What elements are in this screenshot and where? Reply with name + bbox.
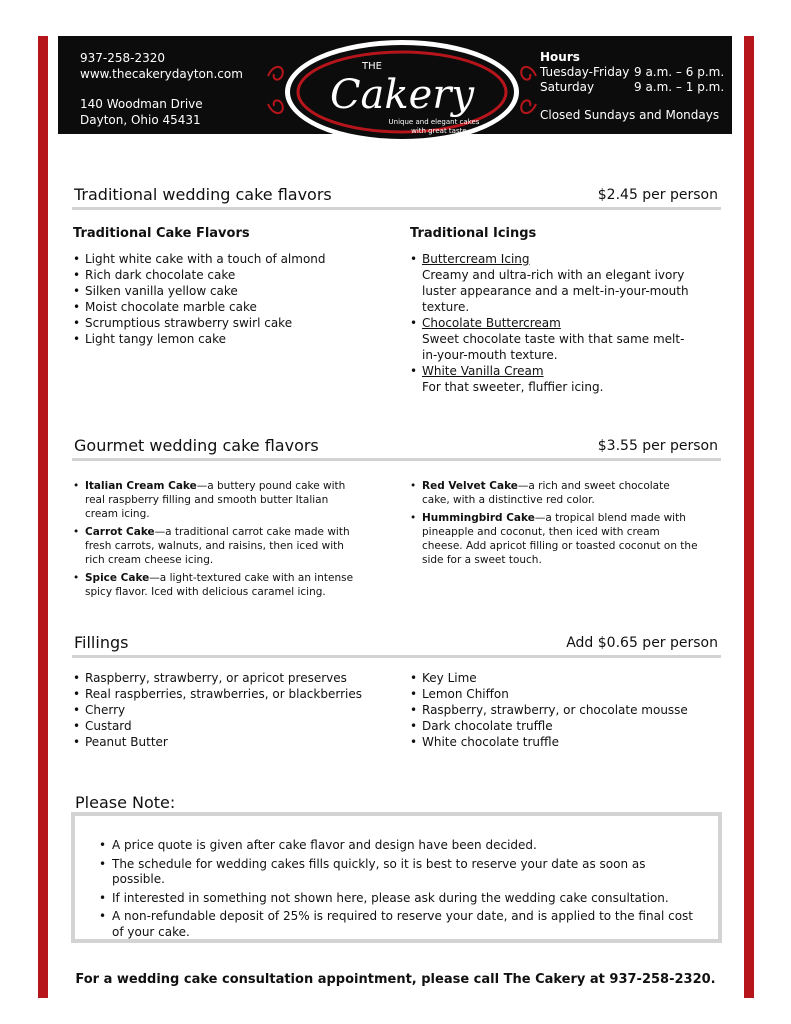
fillings-list	[73, 670, 393, 750]
icings-heading: Traditional Icings	[410, 226, 537, 241]
icing-desc: Sweet chocolate taste with that same melt-in-your-mouth texture.	[422, 332, 685, 362]
list-item: • Raspberry, strawberry, or chocolate mousse	[410, 702, 710, 718]
list-item: • Key Lime	[410, 670, 710, 686]
cake-desc: —a light-textured cake with an intense spicy flavor. Iced with delicious caramel icing.	[85, 572, 354, 598]
gourmet-list	[73, 479, 358, 599]
cake-flavors-heading: Traditional Cake Flavors	[73, 226, 250, 241]
hours-row	[540, 65, 724, 80]
list-item: • Peanut Butter	[73, 734, 393, 750]
list-item	[410, 363, 695, 395]
list-item: • Moist chocolate marble cake	[73, 299, 393, 315]
section-price: $3.55 per person	[597, 438, 718, 454]
contact-block	[80, 50, 243, 128]
address-line-1: 140 Woodman Drive	[80, 97, 203, 111]
cake-name: Spice Cake	[85, 572, 150, 584]
logo-tagline-2: with great taste.	[411, 127, 469, 135]
hours-days: Tuesday-Friday	[540, 65, 630, 79]
left-red-rail	[38, 36, 48, 998]
list-item: • Light white cake with a touch of almond	[73, 251, 393, 267]
logo-tagline-1: Unique and elegant cakes	[388, 118, 480, 126]
note-box	[71, 812, 722, 943]
cake-desc: —a tropical blend made with pineapple and coconut, then iced with cream cheese. Add apricot filling or toasted coconut on the side for a sweet touch.	[422, 512, 698, 566]
cake-name: Carrot Cake	[85, 526, 155, 538]
icing-name: Chocolate Buttercream	[422, 316, 561, 330]
website-link[interactable]: www.thecakerydayton.com	[80, 67, 243, 81]
list-item: • Dark chocolate truffle	[410, 718, 710, 734]
list-item: • White chocolate truffle	[410, 734, 710, 750]
phone-number: 937-258-2320	[80, 51, 166, 65]
list-item	[410, 251, 695, 315]
right-red-rail	[744, 36, 754, 998]
hours-time: 9 a.m. – 6 p.m.	[634, 65, 725, 79]
list-item	[73, 479, 358, 521]
fillings-left-column	[73, 670, 393, 750]
cake-name: Red Velvet Cake	[422, 480, 518, 492]
cake-flavor-list	[73, 251, 393, 347]
hours-days: Saturday	[540, 80, 595, 94]
list-item: • Scrumptious strawberry swirl cake	[73, 315, 393, 331]
list-item: • Raspberry, strawberry, or apricot preserves	[73, 670, 393, 686]
list-item: • Real raspberries, strawberries, or blackberries	[73, 686, 393, 702]
gourmet-list	[410, 479, 700, 567]
cake-desc: —a rich and sweet chocolate cake, with a distinctive red color.	[422, 480, 670, 506]
icing-list	[410, 251, 695, 395]
section-title: Gourmet wedding cake flavors	[74, 436, 319, 455]
list-item	[410, 315, 695, 363]
traditional-section-header	[72, 185, 721, 210]
list-item: • Rich dark chocolate cake	[73, 267, 393, 283]
list-item: • The schedule for wedding cakes fills quickly, so it is best to reserve your date as soon as possible.	[99, 857, 694, 888]
list-item: • Custard	[73, 718, 393, 734]
gourmet-right-column	[410, 479, 700, 571]
list-item: • A non-refundable deposit of 25% is required to reserve your date, and is applied to the final cost of your cake.	[99, 909, 694, 940]
logo-the-text: THE	[362, 61, 382, 72]
icing-desc: Creamy and ultra-rich with an elegant ivory luster appearance and a melt-in-your-mouth texture.	[422, 268, 689, 314]
cake-name: Hummingbird Cake	[422, 512, 535, 524]
cake-desc: —a traditional carrot cake made with fresh carrots, walnuts, and raisins, then iced with rich cream cheese icing.	[85, 526, 350, 566]
cakery-logo	[262, 40, 542, 148]
list-item	[73, 525, 358, 567]
hours-block	[540, 50, 724, 123]
cake-name: Italian Cream Cake	[85, 480, 197, 492]
address-line-2: Dayton, Ohio 45431	[80, 113, 201, 127]
hours-title: Hours	[540, 50, 580, 64]
list-item	[73, 571, 358, 599]
section-title: Fillings	[74, 633, 129, 652]
footer-call-to-action: For a wedding cake consultation appointment, please call The Cakery at 937-258-2320.	[75, 972, 716, 987]
fillings-section-header	[72, 633, 721, 658]
list-item: • Cherry	[73, 702, 393, 718]
icing-name: Buttercream Icing	[422, 252, 530, 266]
fillings-right-column	[410, 670, 710, 750]
header-banner	[58, 36, 732, 134]
closed-days: Closed Sundays and Mondays	[540, 108, 720, 122]
icing-name: White Vanilla Cream	[422, 364, 544, 378]
traditional-cake-column	[73, 226, 393, 347]
note-list	[75, 816, 718, 940]
note-title: Please Note:	[75, 793, 176, 812]
logo-name-text: Cakery	[329, 72, 475, 118]
list-item: • Lemon Chiffon	[410, 686, 710, 702]
section-title: Traditional wedding cake flavors	[74, 185, 332, 204]
list-item: • If interested in something not shown here, please ask during the wedding cake consultation.	[99, 891, 694, 907]
section-price: $2.45 per person	[597, 187, 718, 203]
icing-desc: For that sweeter, fluffier icing.	[422, 380, 604, 394]
hours-row	[540, 80, 724, 95]
section-price: Add $0.65 per person	[566, 635, 718, 651]
fillings-list	[410, 670, 710, 750]
gourmet-section-header	[72, 436, 721, 461]
list-item: • Light tangy lemon cake	[73, 331, 393, 347]
list-item	[410, 479, 700, 507]
list-item: • Silken vanilla yellow cake	[73, 283, 393, 299]
gourmet-left-column	[73, 479, 358, 603]
list-item	[410, 511, 700, 567]
cake-desc: —a buttery pound cake with real raspberry filling and smooth butter Italian cream icing.	[85, 480, 346, 520]
traditional-icing-column	[410, 226, 695, 395]
list-item: • A price quote is given after cake flavor and design have been decided.	[99, 838, 694, 854]
hours-time: 9 a.m. – 1 p.m.	[634, 80, 725, 94]
